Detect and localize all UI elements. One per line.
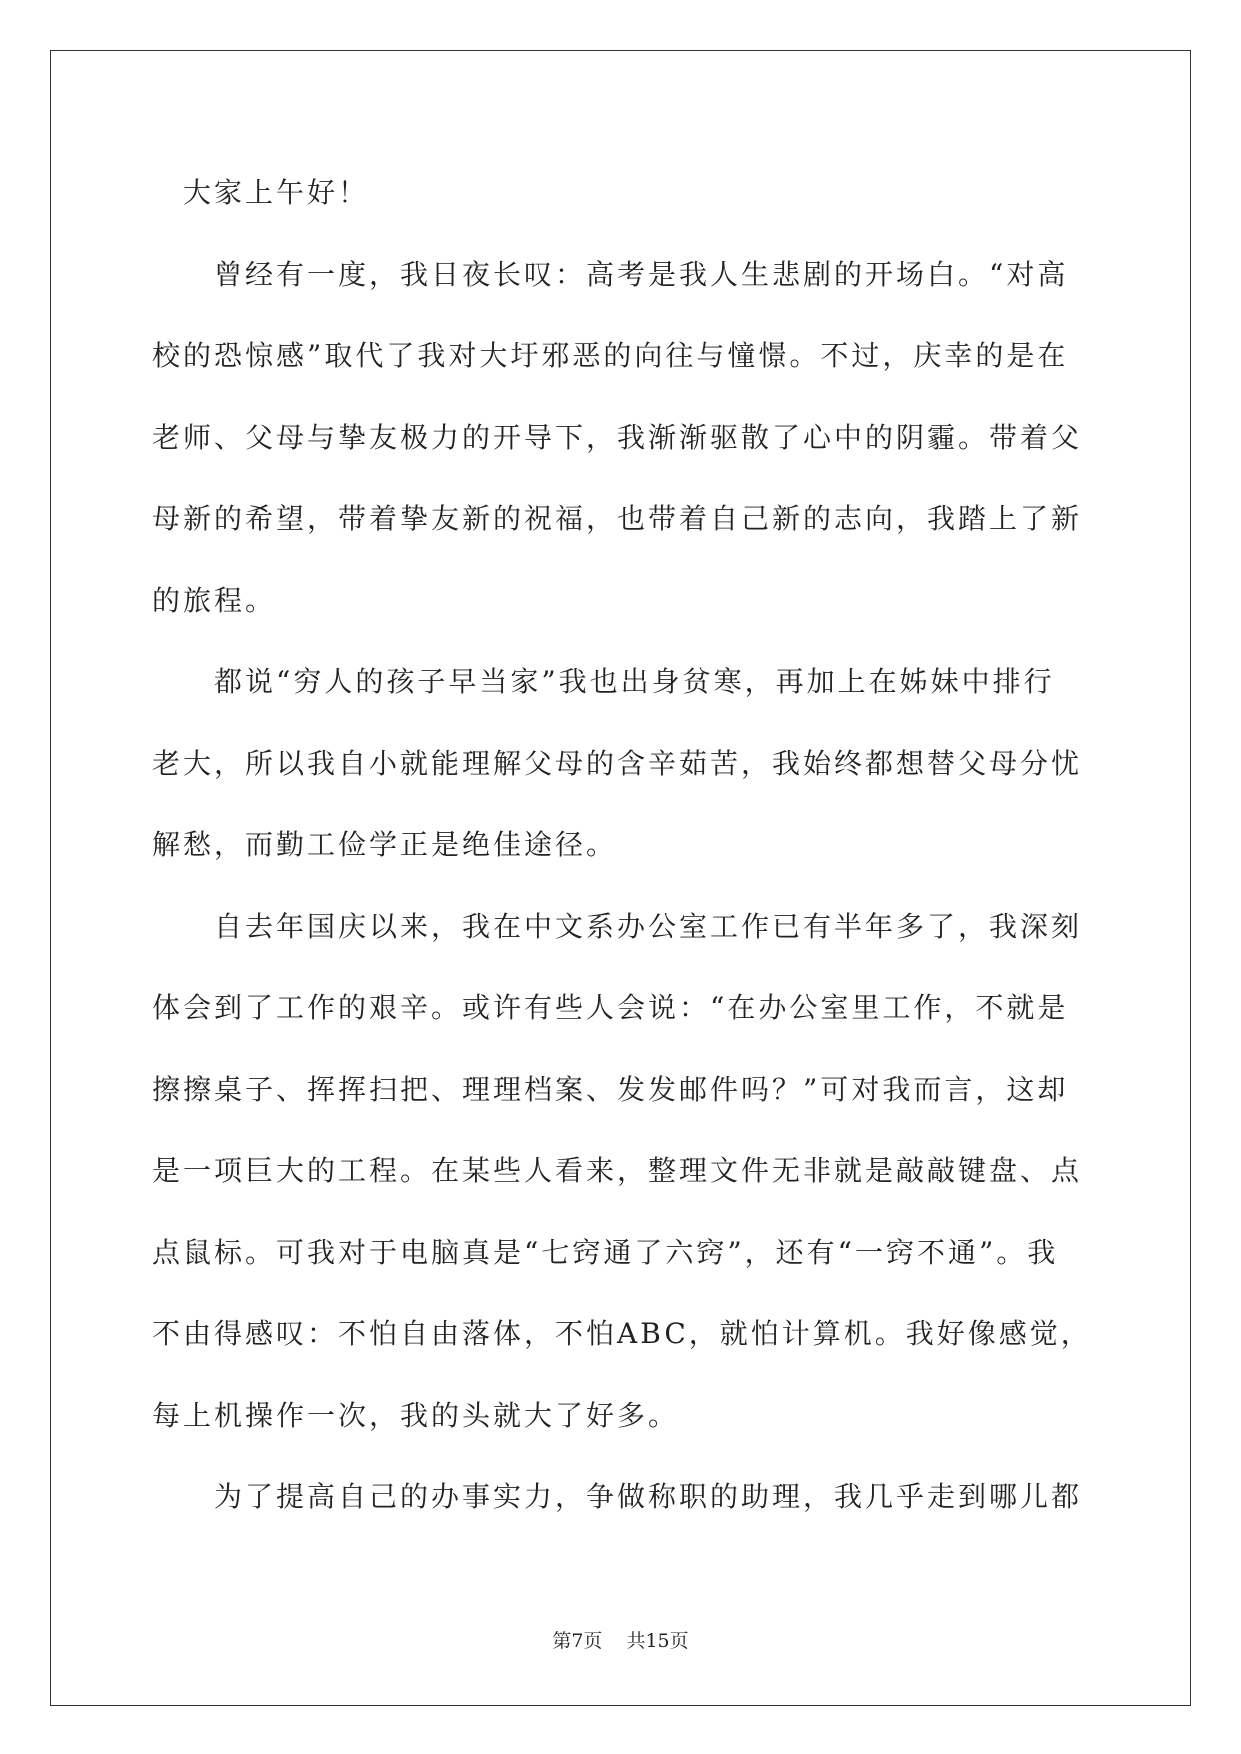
body-line: 的旅程。 xyxy=(152,583,277,617)
body-line: 都说“穷人的孩子早当家”我也出身贫寒，再加上在姊妹中排行 xyxy=(214,665,1055,698)
page-footer xyxy=(0,1626,1241,1656)
body-line: 是一项巨大的工程。在某些人看来，整理文件无非就是敲敲键盘、点 xyxy=(152,1154,1083,1187)
body-line: 老师、父母与挚友极力的开导下，我渐渐驱散了心中的阴霾。带着父 xyxy=(152,420,1083,454)
document-body xyxy=(152,152,1152,1538)
body-line: 自去年国庆以来，我在中文系办公室工作已有半年多了，我深刻 xyxy=(214,909,1083,943)
body-line: 擦擦桌子、挥挥扫把、理理档案、发发邮件吗？”可对我而言，这却 xyxy=(152,1072,1069,1106)
body-line: 为了提高自己的办事实力，争做称职的助理，我几乎走到哪儿都 xyxy=(214,1480,1083,1513)
body-line: 校的恐惊感”取代了我对大圩邪恶的向往与憧憬。不过，庆幸的是在 xyxy=(152,339,1069,372)
body-line: 老大，所以我自小就能理解父母的含辛茹苦，我始终都想替父母分忧 xyxy=(152,746,1083,780)
body-line: 点鼠标。可我对于电脑真是“七窍通了六窍”，还有“一窍不通”。我 xyxy=(152,1235,1059,1269)
body-line: 母新的希望，带着挚友新的祝福，也带着自己新的志向，我踏上了新 xyxy=(152,502,1083,535)
body-line: 每上机操作一次，我的头就大了好多。 xyxy=(152,1398,680,1432)
body-line: 曾经有一度，我日夜长叹：高考是我人生悲剧的开场白。“对高 xyxy=(214,257,1069,291)
body-line: 不由得感叹：不怕自由落体，不怕ABC，就怕计算机。我好像感觉， xyxy=(152,1317,1092,1350)
page-number: 第7页 xyxy=(552,1630,603,1652)
body-line: 解愁，而勤工俭学正是绝佳途径。 xyxy=(152,828,618,861)
body-line: 大家上午好！ xyxy=(183,176,370,209)
body-line: 体会到了工作的艰辛。或许有些人会说：“在办公室里工作，不就是 xyxy=(152,991,1069,1024)
page-total: 共15页 xyxy=(626,1630,689,1652)
